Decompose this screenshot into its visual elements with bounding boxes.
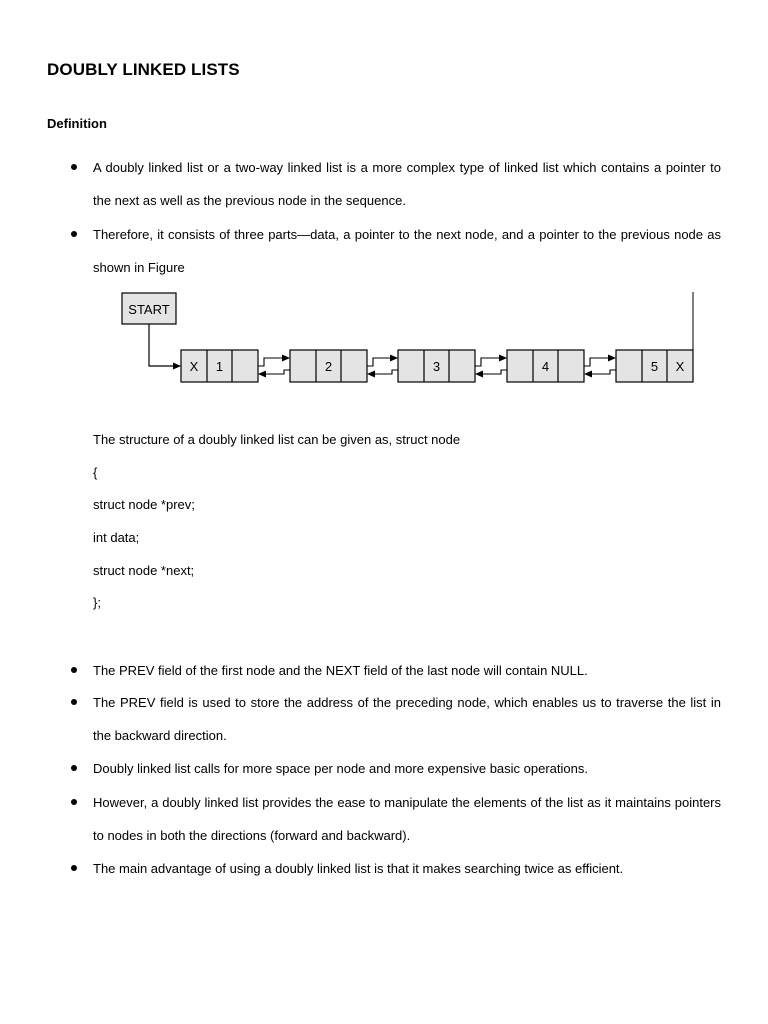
bullet-item: Doubly linked list calls for more space per node and more expensive basic operations. — [93, 752, 721, 785]
start-pointer-arrow — [149, 324, 180, 366]
null-marker: X — [675, 359, 685, 374]
bullet-item: However, a doubly linked list provides the ease to manipulate the elements of the list as it maintains pointers to nodes in both the directions (forward and backward). — [93, 786, 721, 852]
start-label: START — [128, 302, 170, 317]
list-node — [616, 350, 693, 382]
list-node — [507, 350, 584, 382]
node-value: 4 — [541, 359, 550, 374]
code-line: }; — [93, 595, 101, 610]
node-value: 2 — [324, 359, 333, 374]
code-line: { — [93, 465, 98, 480]
list-node — [290, 350, 367, 382]
doubly-linked-list-diagram — [118, 290, 698, 390]
node-value: 3 — [432, 359, 441, 374]
code-line: struct node *prev; — [93, 497, 195, 512]
code-line: int data; — [93, 530, 140, 545]
bullet-item: A doubly linked list or a two-way linked list is a more complex type of linked list which contains a pointer to the next as well as the previous node in the sequence. — [93, 151, 721, 217]
structure-intro-text: The structure of a doubly linked list can be given as, struct node — [93, 432, 461, 447]
section-heading-definition: Definition — [47, 116, 107, 131]
bullet-item: The main advantage of using a doubly linked list is that it makes searching twice as efficient. — [93, 852, 721, 885]
node-value: 5 — [650, 359, 659, 374]
document-title: DOUBLY LINKED LISTS — [47, 60, 240, 79]
null-marker: X — [189, 359, 199, 374]
code-line: struct node *next; — [93, 563, 195, 578]
node-value: 1 — [215, 359, 224, 374]
bullet-item: The PREV field is used to store the address of the preceding node, which enables us to traverse the list in the backward direction. — [93, 686, 721, 752]
list-node — [181, 350, 258, 382]
list-node — [398, 350, 475, 382]
bullet-item: Therefore, it consists of three parts—data, a pointer to the next node, and a pointer to the previous node as shown in Figure — [93, 218, 721, 284]
bullet-item: The PREV field of the first node and the NEXT field of the last node will contain NULL. — [93, 654, 721, 687]
